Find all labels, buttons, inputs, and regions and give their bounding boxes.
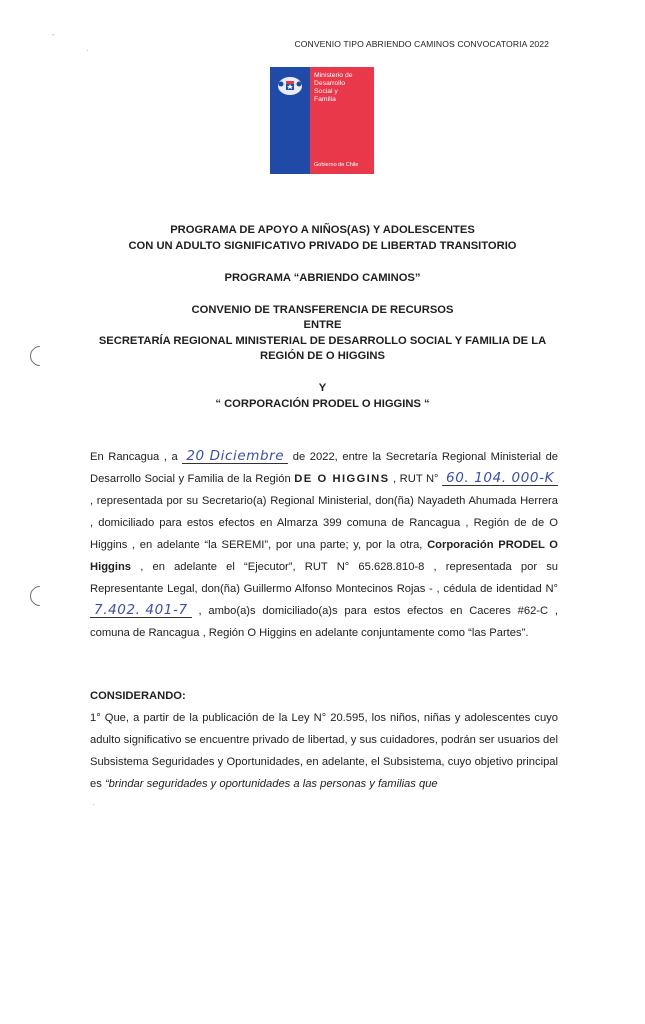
punch-hole-mark xyxy=(26,582,54,610)
title-line-1: PROGRAMA DE APOYO A NIÑOS(AS) Y ADOLESCENTES xyxy=(170,224,475,236)
seremi-title: SECRETARÍA REGIONAL MINISTERIAL DE DESARROLLO SOCIAL Y FAMILIA DE LA xyxy=(98,335,547,347)
agreement-text: de 2022, entre la Secretaría Regional Ministerial de Desarrollo Social y Familia de la Región xyxy=(90,451,559,485)
logo-line: Desarrollo xyxy=(314,80,345,87)
between-title: ENTRE xyxy=(303,319,342,331)
agreement-text: , ambo(a)s domiciliado(a)s para estos efectos en Caceres #62-C , comuna de Rancagua , Región O Higgins en adelante conjuntamente como “las Partes”. xyxy=(90,605,559,639)
region-name: DE O HIGGINS xyxy=(294,473,390,485)
corporation-name: Corporación PRODEL O Higgins xyxy=(90,539,559,573)
handwritten-date: 20 Diciembre xyxy=(182,449,288,464)
logo-blue-panel xyxy=(270,67,310,174)
considerando-section xyxy=(90,685,558,795)
region-title: REGIÓN DE O HIGGINS xyxy=(260,350,385,362)
and-title: Y xyxy=(318,382,327,394)
agreement-text: , en adelante el “Ejecutor”, RUT N° 65.628.810-8 , representada por su Representante Legal, don(ña) Guillermo Alfonso Montecinos Rojas - , cédula de identidad N° xyxy=(90,561,559,595)
logo-line: Familia xyxy=(314,96,336,103)
logo-line: Social y xyxy=(314,88,338,95)
title-line-2: CON UN ADULTO SIGNIFICATIVO PRIVADO DE LIBERTAD TRANSITORIO xyxy=(128,240,517,252)
scan-speck: · xyxy=(92,800,95,809)
logo-line: Ministerio de xyxy=(314,72,353,79)
agreement-text: , RUT N° xyxy=(393,473,439,485)
corporation-title: “ CORPORACIÓN PRODEL O HIGGINS “ xyxy=(215,398,430,410)
scan-speck: - xyxy=(52,30,55,39)
scan-speck: · xyxy=(86,46,89,55)
handwritten-id-number: 7.402. 401-7 xyxy=(90,603,192,618)
coat-of-arms-icon xyxy=(277,75,303,97)
agreement-title: CONVENIO DE TRANSFERENCIA DE RECURSOS xyxy=(191,304,454,316)
considerando-quote: “brindar seguridades y oportunidades a las personas y familias que xyxy=(104,778,438,790)
ministry-logo xyxy=(270,67,374,174)
logo-red-panel xyxy=(310,67,374,174)
agreement-paragraph xyxy=(90,446,558,644)
program-title: PROGRAMA “ABRIENDO CAMINOS” xyxy=(224,272,421,284)
agreement-text: En Rancagua , a xyxy=(90,451,178,463)
logo-footer: Gobierno de Chile xyxy=(314,162,359,168)
considerando-heading: CONSIDERANDO: xyxy=(90,690,186,702)
convocatoria-header: CONVENIO TIPO ABRIENDO CAMINOS CONVOCATORIA 2022 xyxy=(294,39,549,49)
logo-ministry-name xyxy=(314,72,374,104)
agreement-text: , representada por su Secretario(a) Regional Ministerial, don(ña) Nayadeth Ahumada Herrera , domiciliado para estos efectos en Almarza 399 comuna de Rancagua , Región de de O Higgins , en adelante “la SEREMI”, por una parte; y, por la otra, xyxy=(90,495,558,551)
considerando-text: 1° Que, a partir de la publicación de la Ley N° 20.595, los niños, niñas y adolescentes cuyo adulto significativo se encuentre privado de libertad, y sus cuidadores, podrán ser usuarios del Subsistema Seguridades y Oportunidades, en adelante, el Subsistema, cuyo objetivo principal es xyxy=(90,712,558,790)
handwritten-rut: 60. 104. 000-K xyxy=(442,471,558,486)
